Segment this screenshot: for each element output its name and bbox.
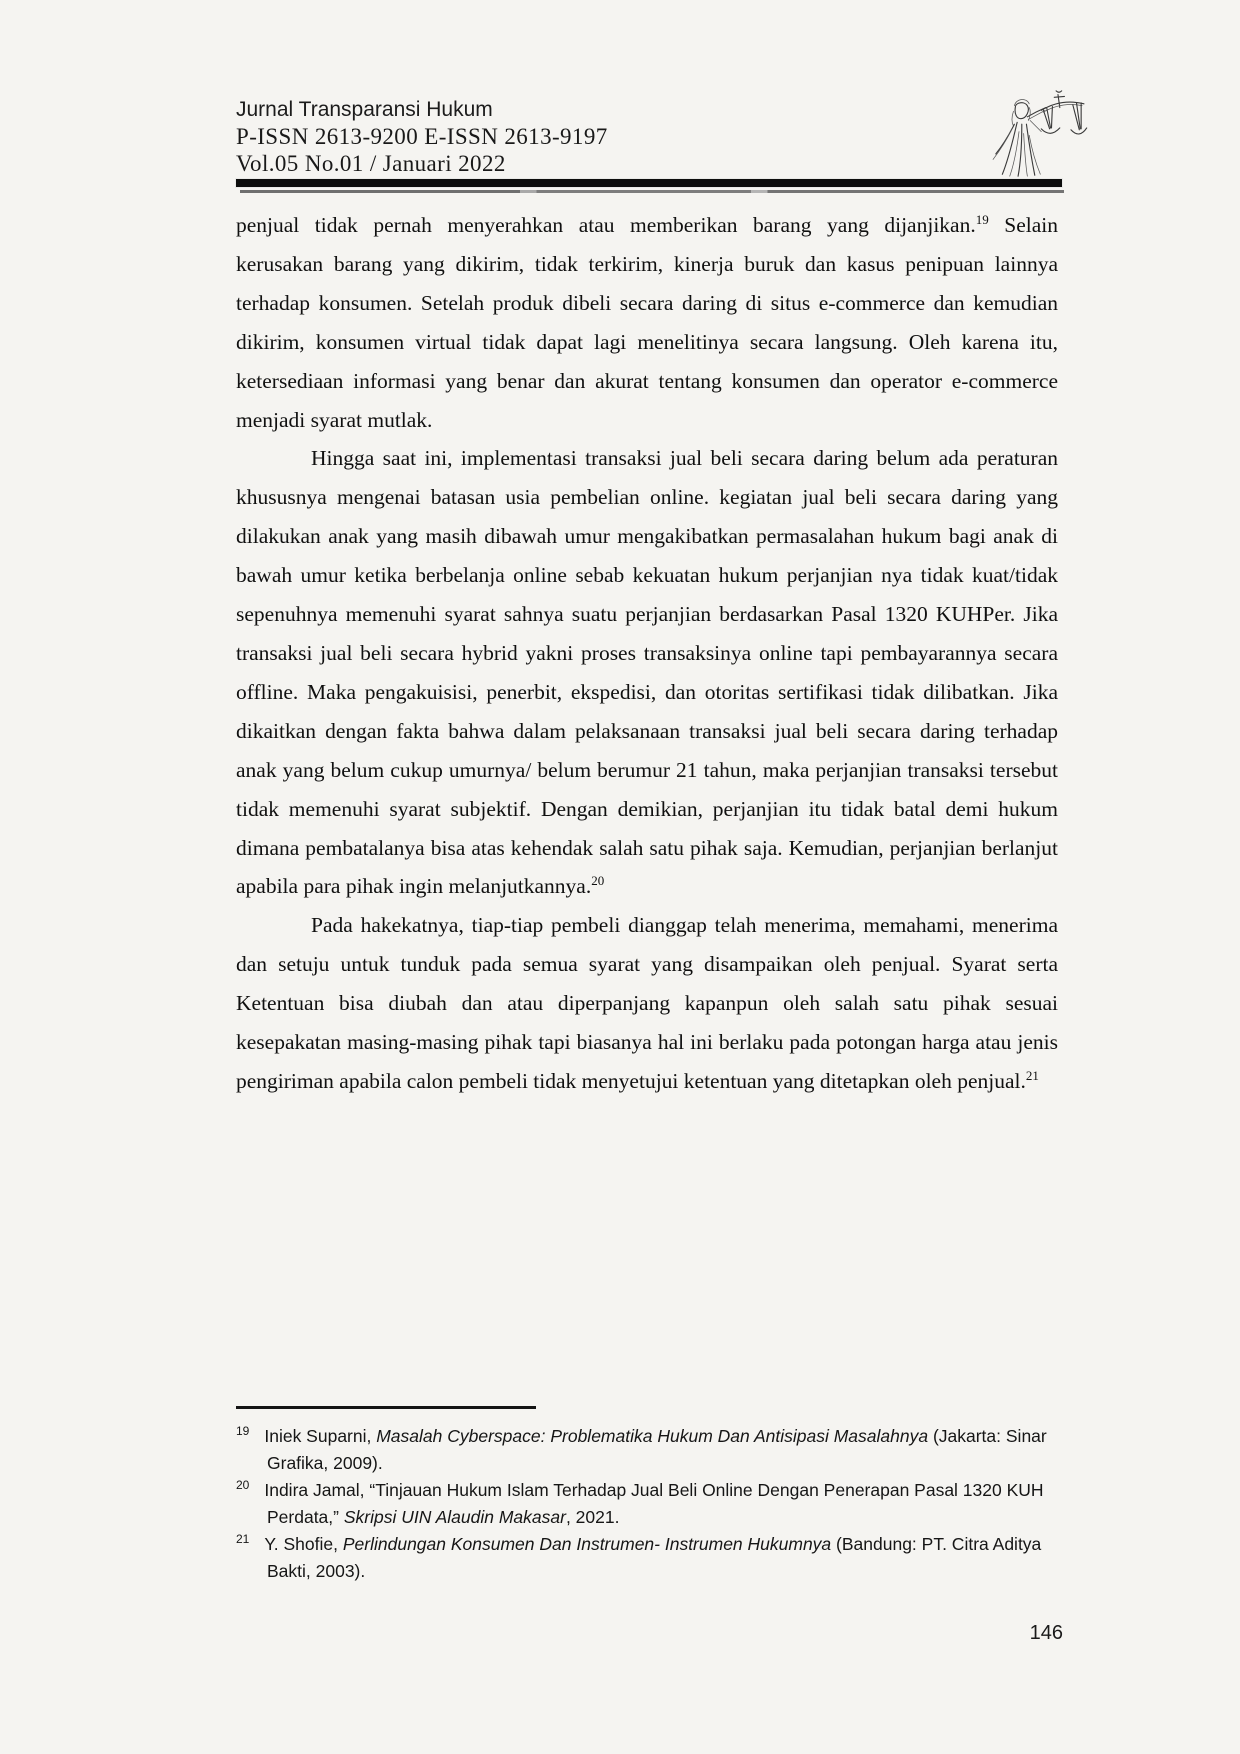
text-run: Pada hakekatnya, tiap-tiap pembeli dianggap telah menerima, memahami, menerima dan setuju untuk tunduk pada semua syarat yang disampaikan oleh penjual. Syarat serta Ketentuan bisa diubah dan atau diperpanjang kapanpun oleh salah satu pihak sesuai kesepakatan masing-masing pihak tapi biasanya hal ini berlaku pada potongan harga atau jenis pengiriman apabila calon pembeli tidak menyetujui ketentuan yang ditetapkan oleh penjual. bbox=[236, 913, 1058, 1093]
body-paragraph bbox=[236, 206, 1058, 439]
text-run: Iniek Suparni, bbox=[264, 1426, 377, 1446]
page-number: 146 bbox=[1029, 1622, 1063, 1644]
footnote-list bbox=[236, 1423, 1058, 1585]
body-paragraph bbox=[236, 906, 1058, 1101]
footnote-reference: 20 bbox=[591, 873, 605, 889]
text-run: (Jakarta: Sinar Grafika, 2009). bbox=[267, 1426, 1047, 1473]
text-run: Masalah Cyberspace: Problematika Hukum Dan Antisipasi Masalahnya bbox=[376, 1426, 929, 1446]
footnotes-section bbox=[236, 1406, 1058, 1585]
footnote-separator bbox=[236, 1406, 536, 1409]
footnote-item bbox=[236, 1531, 1058, 1585]
footnote-item bbox=[236, 1477, 1058, 1531]
journal-issn: P-ISSN 2613-9200 E-ISSN 2613-9197 bbox=[236, 124, 608, 149]
footnote-number: 19 bbox=[236, 1424, 250, 1438]
text-run: Skripsi UIN Alaudin Makasar bbox=[343, 1507, 566, 1527]
footnote-item bbox=[236, 1423, 1058, 1477]
text-run: Y. Shofie, bbox=[264, 1534, 343, 1554]
text-run: , 2021. bbox=[565, 1507, 620, 1527]
lady-justice-icon bbox=[972, 76, 1092, 178]
footnote-number: 20 bbox=[236, 1478, 250, 1492]
text-run: Indira Jamal, “Tinjauan Hukum Islam Terhadap Jual Beli Online Dengan Penerapan Pasal 1320 KUH Perdata,” bbox=[264, 1480, 1044, 1527]
body-paragraph bbox=[236, 439, 1058, 906]
text-run: Selain kerusakan barang yang dikirim, tidak terkirim, kinerja buruk dan kasus penipuan lainnya terhadap konsumen. Setelah produk dibeli secara daring di situs e-commerce dan kemudian dikirim, konsumen virtual tidak dapat lagi menelitinya secara langsung. Oleh karena itu, ketersediaan informasi yang benar dan akurat tentang konsumen dan operator e-commerce menjadi syarat mutlak. bbox=[236, 213, 1058, 432]
header-rule bbox=[235, 178, 1063, 188]
header-text-block bbox=[236, 96, 608, 177]
footnote-number: 21 bbox=[236, 1532, 250, 1546]
article-body bbox=[236, 206, 1058, 1101]
footnote-reference: 19 bbox=[975, 212, 989, 227]
journal-title: Jurnal Transparansi Hukum bbox=[236, 98, 493, 121]
text-run: Hingga saat ini, implementasi transaksi jual beli secara daring belum ada peraturan khususnya mengenai batasan usia pembelian online. kegiatan jual beli secara daring yang dilakukan anak yang masih dibawah umur mengakibatkan permasalahan hukum bagi anak di bawah umur ketika berbelanja online sebab kekuatan hukum perjanjian nya tidak kuat/tidak sepenuhnya memenuhi syarat sahnya suatu perjanjian berdasarkan Pasal 1320 KUHPer. Jika transaksi jual beli secara hybrid yakni proses transaksinya online tapi pembayarannya secara offline. Maka pengakuisisi, penerbit, ekspedisi, dan otoritas sertifikasi tidak dilibatkan. Jika dikaitkan dengan fakta bahwa dalam pelaksanaan transaksi jual beli secara daring terhadap anak yang belum cukup umurnya/ belum berumur 21 tahun, maka perjanjian transaksi tersebut tidak memenuhi syarat subjektif. Dengan demikian, perjanjian itu tidak batal demi hukum dimana pembatalanya bisa atas kehendak salah satu pihak saja. Kemudian, perjanjian berlanjut apabila para pihak ingin melanjutkannya. bbox=[236, 446, 1058, 899]
text-run: penjual tidak pernah menyerahkan atau memberikan barang yang dijanjikan. bbox=[236, 213, 976, 237]
text-run: Perlindungan Konsumen Dan Instrumen- Instrumen Hukumnya bbox=[342, 1534, 832, 1554]
lady-justice-logo bbox=[972, 76, 1092, 178]
journal-volume-date: Vol.05 No.01 / Januari 2022 bbox=[236, 151, 506, 176]
text-run: (Bandung: PT. Citra Aditya Bakti, 2003). bbox=[267, 1534, 1042, 1581]
header-rule-shadow bbox=[240, 190, 1064, 193]
footnote-reference: 21 bbox=[1025, 1067, 1039, 1083]
